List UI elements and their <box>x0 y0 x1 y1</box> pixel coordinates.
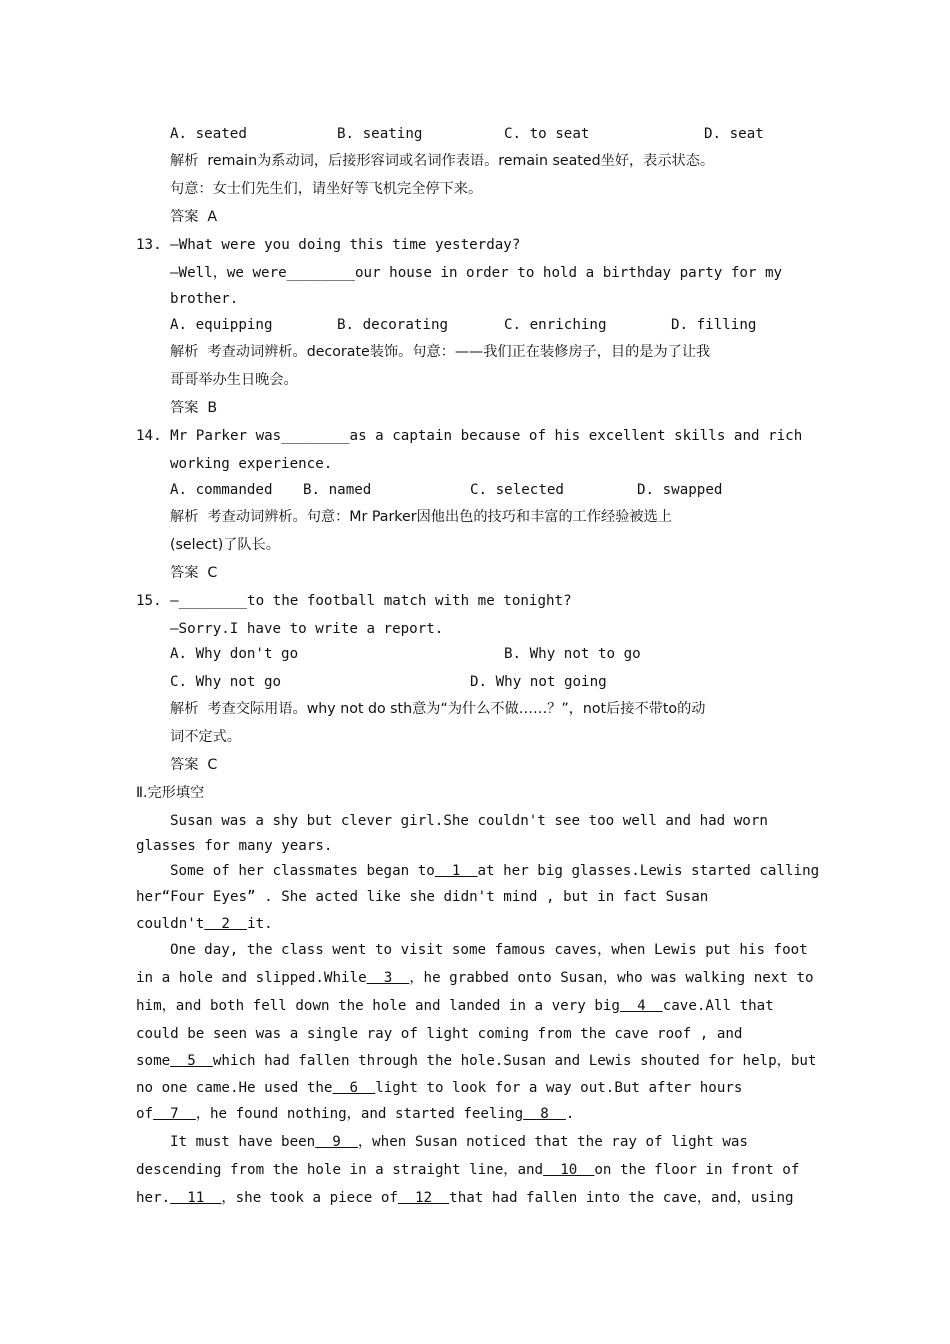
q12-option-b: B. seating <box>337 126 423 142</box>
q14-answer: 答案 C <box>170 565 218 581</box>
blank-11[interactable]: 11 <box>170 1190 222 1206</box>
passage-text: some <box>136 1053 171 1069</box>
passage-text: at her big glasses.Lewis started calling <box>477 863 820 879</box>
q15-analysis-line-2: 词不定式。 <box>170 729 241 745</box>
passage-text: on the floor in front of <box>594 1162 800 1178</box>
passage-text: descending from the hole in a straight line，and <box>136 1162 544 1178</box>
q14-stem-line-2: working experience. <box>170 456 333 472</box>
q14-option-d: D. swapped <box>637 482 723 498</box>
passage-text: of <box>136 1106 154 1122</box>
q13-option-d: D. filling <box>671 317 757 333</box>
passage-text: which had fallen through the hole.Susan and Lewis shouted for help，but <box>212 1053 817 1069</box>
q13-answer: 答案 B <box>170 400 218 416</box>
q13-analysis: 解析 考查动词辨析。decorate装饰。句意：——我们正在装修房子，目的是为了让我 <box>170 344 711 360</box>
q12-answer: 答案 A <box>170 209 218 225</box>
blank-6[interactable]: 6 <box>332 1080 376 1096</box>
passage-line <box>136 1161 799 1179</box>
q13-stem-line-3: brother. <box>170 291 239 307</box>
section-heading: Ⅱ.完形填空 <box>136 785 205 801</box>
q14-stem: 14. Mr Parker was________as a captain because of his excellent skills and rich <box>136 428 803 444</box>
q13-option-b: B. decorating <box>337 317 449 333</box>
blank-12[interactable]: 12 <box>397 1190 450 1206</box>
passage-text: couldn't <box>136 916 205 932</box>
q14-option-a: A. commanded <box>170 482 273 498</box>
passage-line <box>136 1105 574 1123</box>
passage-text: Susan was a shy but clever girl.She couldn't see too well and had worn <box>170 813 768 829</box>
passage-text: ，when Susan noticed that the ray of light was <box>357 1134 748 1150</box>
q12-analysis: 解析 remain为系动词，后接形容词或名词作表语。remain seated坐好，表示状态。 <box>170 153 715 169</box>
q15-option-b: B. Why not to go <box>504 646 641 662</box>
q12-translation: 句意：女士们先生们，请坐好等飞机完全停下来。 <box>170 181 483 197</box>
passage-text: light to look for a way out.But after hours <box>375 1080 743 1096</box>
q14-option-c: C. selected <box>470 482 564 498</box>
passage-text: ，he grabbed onto Susan，who was walking next to <box>409 970 814 986</box>
blank-9[interactable]: 9 <box>315 1134 358 1150</box>
passage-line <box>136 997 774 1015</box>
passage-text: him，and both fell down the hole and landed in a very big <box>136 998 620 1014</box>
q14-analysis: 解析 考查动词辨析。句意：Mr Parker因他出色的技巧和丰富的工作经验被选上 <box>170 509 672 525</box>
passage-text: no one came.He used the <box>136 1080 333 1096</box>
q14-analysis-line-2: (select)了队长。 <box>170 537 280 553</box>
passage-line <box>170 812 814 830</box>
blank-10[interactable]: 10 <box>543 1162 595 1178</box>
passage-text: her. <box>136 1190 171 1206</box>
q13-analysis-line-2: 哥哥举办生日晚会。 <box>170 372 298 388</box>
passage-text: cave.All that <box>662 998 774 1014</box>
blank-2[interactable]: 2 <box>204 916 248 932</box>
passage-text: in a hole and slipped.While <box>136 970 367 986</box>
blank-4[interactable]: 4 <box>619 998 663 1014</box>
q12-option-a: A. seated <box>170 126 247 142</box>
passage-line: could be seen was a single ray of light coming from the cave roof , and <box>136 1026 743 1042</box>
passage-line <box>136 1052 816 1070</box>
q13-option-c: C. enriching <box>504 317 607 333</box>
q15-stem: 15. —________to the football match with me tonight? <box>136 593 572 609</box>
q15-option-a: A. Why don't go <box>170 646 299 662</box>
passage-line <box>136 1189 794 1207</box>
q15-answer: 答案 C <box>170 757 218 773</box>
passage-line: One day, the class went to visit some famous caves，when Lewis put his foot <box>170 942 808 958</box>
q12-option-d: D. seat <box>704 126 764 142</box>
q13-stem-line-2: —Well，we were________our house in order to hold a birthday party for my <box>170 265 783 281</box>
q15-analysis: 解析 考查交际用语。why not do sth意为“为什么不做……？”，not后接不带to的动 <box>170 701 706 717</box>
q15-option-d: D. Why not going <box>470 674 607 690</box>
q14-option-b: B. named <box>303 482 372 498</box>
blank-5[interactable]: 5 <box>170 1053 213 1069</box>
blank-7[interactable]: 7 <box>153 1106 196 1122</box>
passage-line <box>170 862 819 880</box>
q13-stem: 13. —What were you doing this time yesterday? <box>136 237 521 253</box>
passage-text: that had fallen into the cave，and，using <box>449 1190 794 1206</box>
q15-option-c: C. Why not go <box>170 674 282 690</box>
blank-3[interactable]: 3 <box>366 970 410 986</box>
passage-text: ，she took a piece of <box>221 1190 398 1206</box>
passage-line <box>136 969 814 987</box>
passage-line <box>136 1079 742 1097</box>
q13-option-a: A. equipping <box>170 317 273 333</box>
passage-text: Some of her classmates began to <box>170 863 435 879</box>
q12-option-c: C. to seat <box>504 126 590 142</box>
passage-line: her“Four Eyes” . She acted like she didn't mind , but in fact Susan <box>136 889 709 905</box>
blank-1[interactable]: 1 <box>434 863 478 879</box>
blank-8[interactable]: 8 <box>523 1106 566 1122</box>
passage-text: It must have been <box>170 1134 316 1150</box>
passage-text: . <box>565 1106 575 1122</box>
passage-line <box>136 915 273 933</box>
q15-stem-line-2: —Sorry.I have to write a report. <box>170 621 444 637</box>
passage-text: it. <box>247 916 273 932</box>
passage-line: glasses for many years. <box>136 838 333 854</box>
passage-line <box>170 1133 748 1151</box>
passage-text: ，he found nothing，and started feeling <box>195 1106 524 1122</box>
